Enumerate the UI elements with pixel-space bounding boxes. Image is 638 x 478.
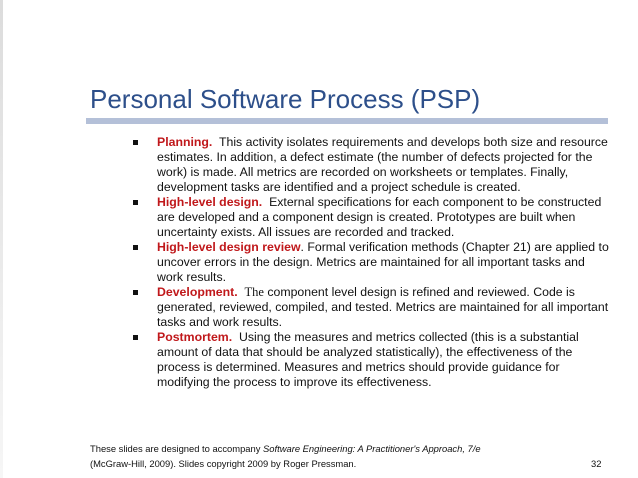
footer-prefix: These slides are designed to accompany xyxy=(90,443,264,454)
bullet-term: Planning. xyxy=(157,135,213,149)
page-number: 32 xyxy=(591,458,602,469)
bullet-spacer xyxy=(232,330,239,344)
footer-book-title: Software Engineering: A Practitioner's Approach, 7/e xyxy=(263,443,481,454)
bullet-text: Using the measures and metrics collected (this is a substantial amount of data that should be analyzed statistically), the effectiveness of the process is determined. Measures and metrics should provide guidance for modifying the process to improve its effectiveness. xyxy=(157,330,579,389)
bullet-term: High-level design review xyxy=(157,240,301,254)
bullet-postmortem xyxy=(131,330,611,390)
bullet-high-level-design-review xyxy=(131,240,611,285)
bullet-high-level-design xyxy=(131,195,611,240)
square-bullet-icon xyxy=(133,290,138,295)
bullet-spacer xyxy=(212,135,219,149)
bullet-text: External specifications for each component to be constructed are developed and a component design is created. Prototypes are built when uncertainty exists. All issues are recorded and tracked. xyxy=(157,195,602,239)
square-bullet-icon xyxy=(133,245,138,250)
bullet-text: Formal verification methods (Chapter 21) are applied to uncover errors in the design. Metrics are maintained for all important tasks and work results. xyxy=(157,240,609,284)
bullet-lead-word: The xyxy=(244,285,264,299)
square-bullet-icon xyxy=(133,140,138,145)
bullet-development xyxy=(131,285,611,330)
footer-attribution xyxy=(90,441,560,471)
bullet-text: component level design is refined and reviewed. Code is generated, reviewed, compiled, and tested. Metrics are maintained for all important tasks and work results. xyxy=(157,285,609,329)
footer-copyright: (McGraw-Hill, 2009). Slides copyright 2009 by Roger Pressman. xyxy=(90,458,357,469)
title-underline xyxy=(86,118,608,124)
bullet-text: This activity isolates requirements and develops both size and resource estimates. In addition, a defect estimate (the number of defects projected for the work) is made. All metrics are recorded on worksheets or templates. Finally, development tasks are identified and a project schedule is created. xyxy=(157,135,608,194)
left-edge-bar xyxy=(0,0,3,478)
bullet-term: Postmortem. xyxy=(157,330,233,344)
bullet-spacer: . xyxy=(300,240,308,254)
bullet-term: High-level design. xyxy=(157,195,263,209)
square-bullet-icon xyxy=(133,335,138,340)
slide-title: Personal Software Process (PSP) xyxy=(90,84,481,114)
bullet-term: Development. xyxy=(157,285,238,299)
bullet-planning xyxy=(131,135,611,195)
square-bullet-icon xyxy=(133,200,138,205)
bullet-list xyxy=(131,135,611,390)
